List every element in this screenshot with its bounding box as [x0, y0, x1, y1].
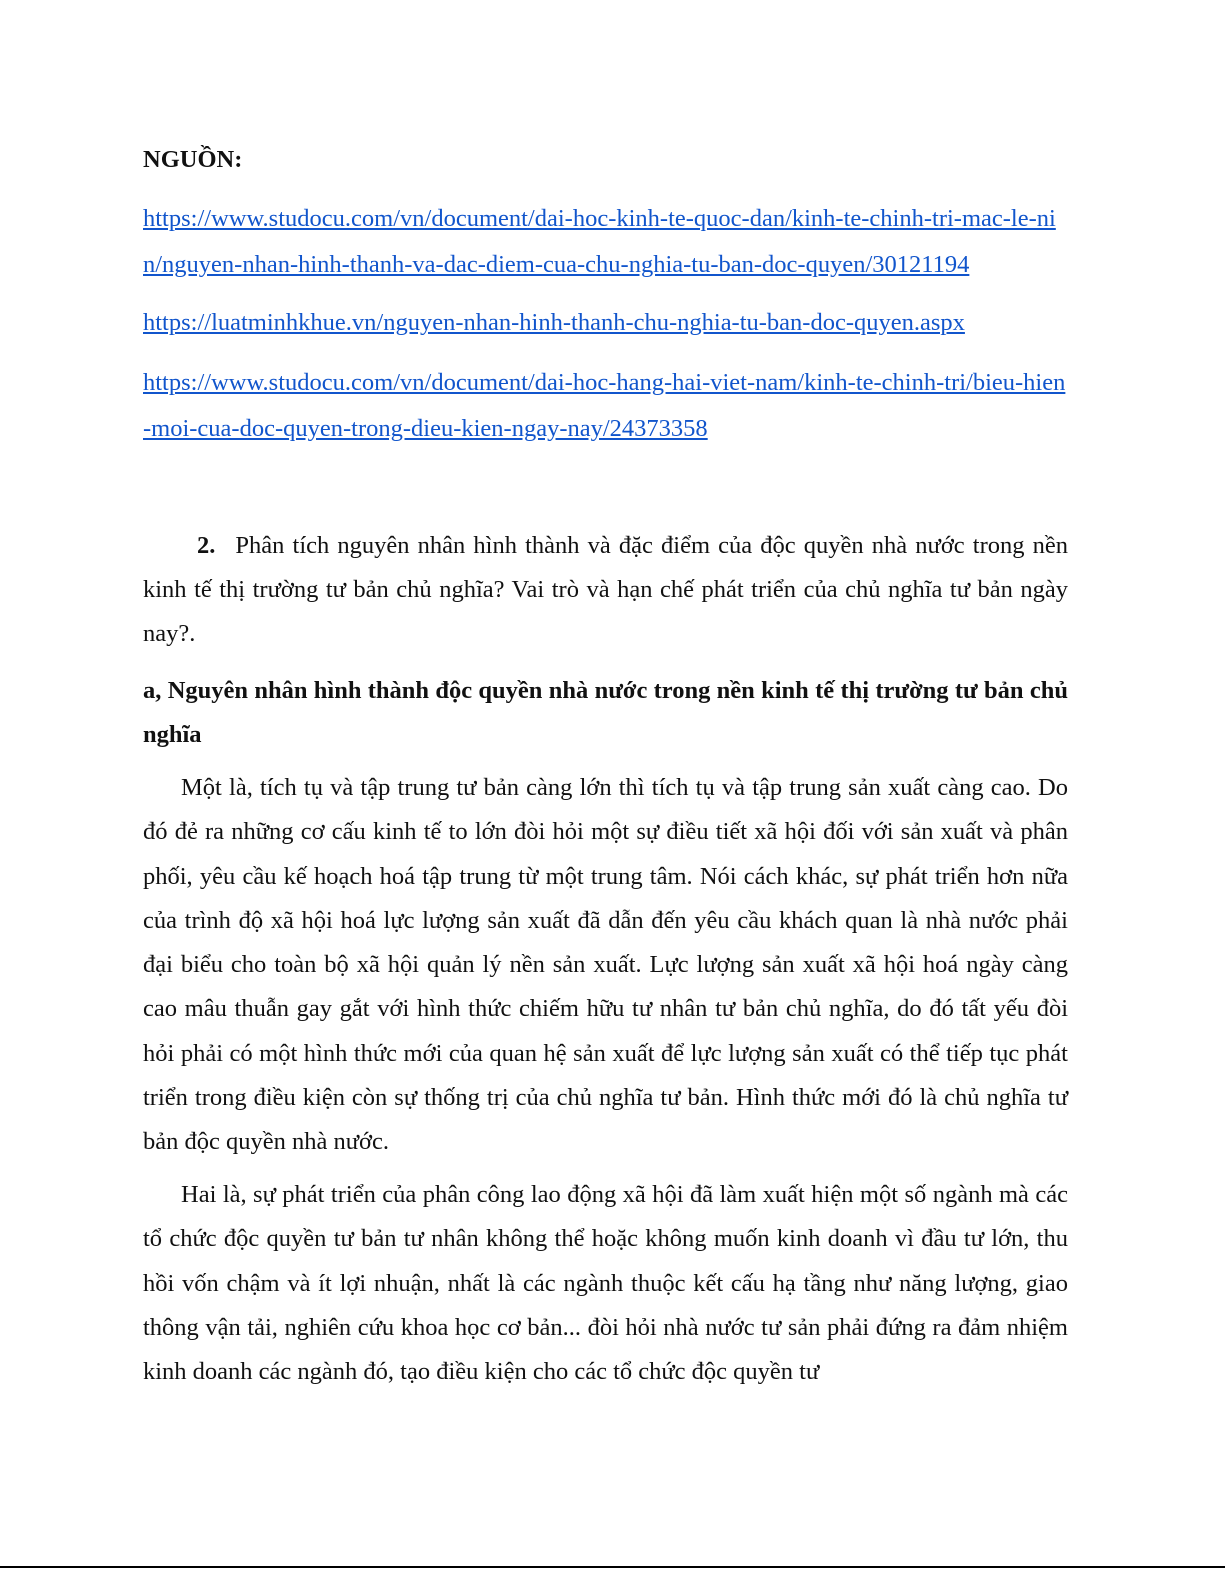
sources-title: NGUỒN:: [143, 146, 243, 173]
source-link-luatminhkhue[interactable]: https://luatminhkhue.vn/nguyen-nhan-hinh-thanh-chu-nghia-tu-ban-doc-quyen.aspx: [143, 309, 965, 336]
question-number: 2.: [197, 532, 216, 559]
question-2: [143, 524, 1068, 656]
question-text: Phân tích nguyên nhân hình thành và đặc điểm của độc quyền nhà nước trong nền kinh tế thị trường tư bản chủ nghĩa? Vai trò và hạn chế phát triển của chủ nghĩa tư bản ngày nay?.: [143, 532, 1068, 647]
source-link-studocu-neu[interactable]: https://www.studocu.com/vn/document/dai-hoc-kinh-te-quoc-dan/kinh-te-chinh-tri-mac-le-nin/nguyen-nhan-hinh-thanh-va-dac-diem-cua-chu-nghia-tu-ban-doc-quyen/30121194: [143, 205, 1056, 278]
paragraph-hai-la: Hai là, sự phát triển của phân công lao động xã hội đã làm xuất hiện một số ngành mà các tổ chức độc quyền tư bản tư nhân không thể hoặc không muốn kinh doanh vì đầu tư lớn, thu hồi vốn chậm và ít lợi nhuận, nhất là các ngành thuộc kết cấu hạ tầng như năng lượng, giao thông vận tải, nghiên cứu khoa học cơ bản... đòi hỏi nhà nước tư sản phải đứng ra đảm nhiệm kinh doanh các ngành đó, tạo điều kiện cho các tổ chức độc quyền tư: [143, 1181, 1068, 1386]
paragraph-mot-la: Một là, tích tụ và tập trung tư bản càng lớn thì tích tụ và tập trung sản xuất càng cao. Do đó đẻ ra những cơ cấu kinh tế to lớn đòi hỏi một sự điều tiết xã hội đối với sản xuất và phân phối, yêu cầu kế hoạch hoá tập trung từ một trung tâm. Nói cách khác, sự phát triển hơn nữa của trình độ xã hội hoá lực lượng sản xuất đã dẫn đến yêu cầu khách quan là nhà nước phải đại biểu cho toàn bộ xã hội quản lý nền sản xuất. Lực lượng sản xuất xã hội hoá ngày càng cao mâu thuẫn gay gắt với hình thức chiếm hữu tư nhân tư bản chủ nghĩa, do đó tất yếu đòi hỏi phải có một hình thức mới của quan hệ sản xuất để lực lượng sản xuất có thể tiếp tục phát triển trong điều kiện còn sự thống trị của chủ nghĩa tư bản. Hình thức mới đó là chủ nghĩa tư bản độc quyền nhà nước.: [143, 774, 1068, 1156]
page-bottom-divider: [0, 1566, 1225, 1568]
source-link-studocu-vimaru[interactable]: https://www.studocu.com/vn/document/dai-hoc-hang-hai-viet-nam/kinh-te-chinh-tri/bieu-hien-moi-cua-doc-quyen-trong-dieu-kien-ngay-nay/24373358: [143, 369, 1066, 442]
section-a-heading: a, Nguyên nhân hình thành độc quyền nhà nước trong nền kinh tế thị trường tư bản chủ nghĩa: [143, 677, 1068, 748]
